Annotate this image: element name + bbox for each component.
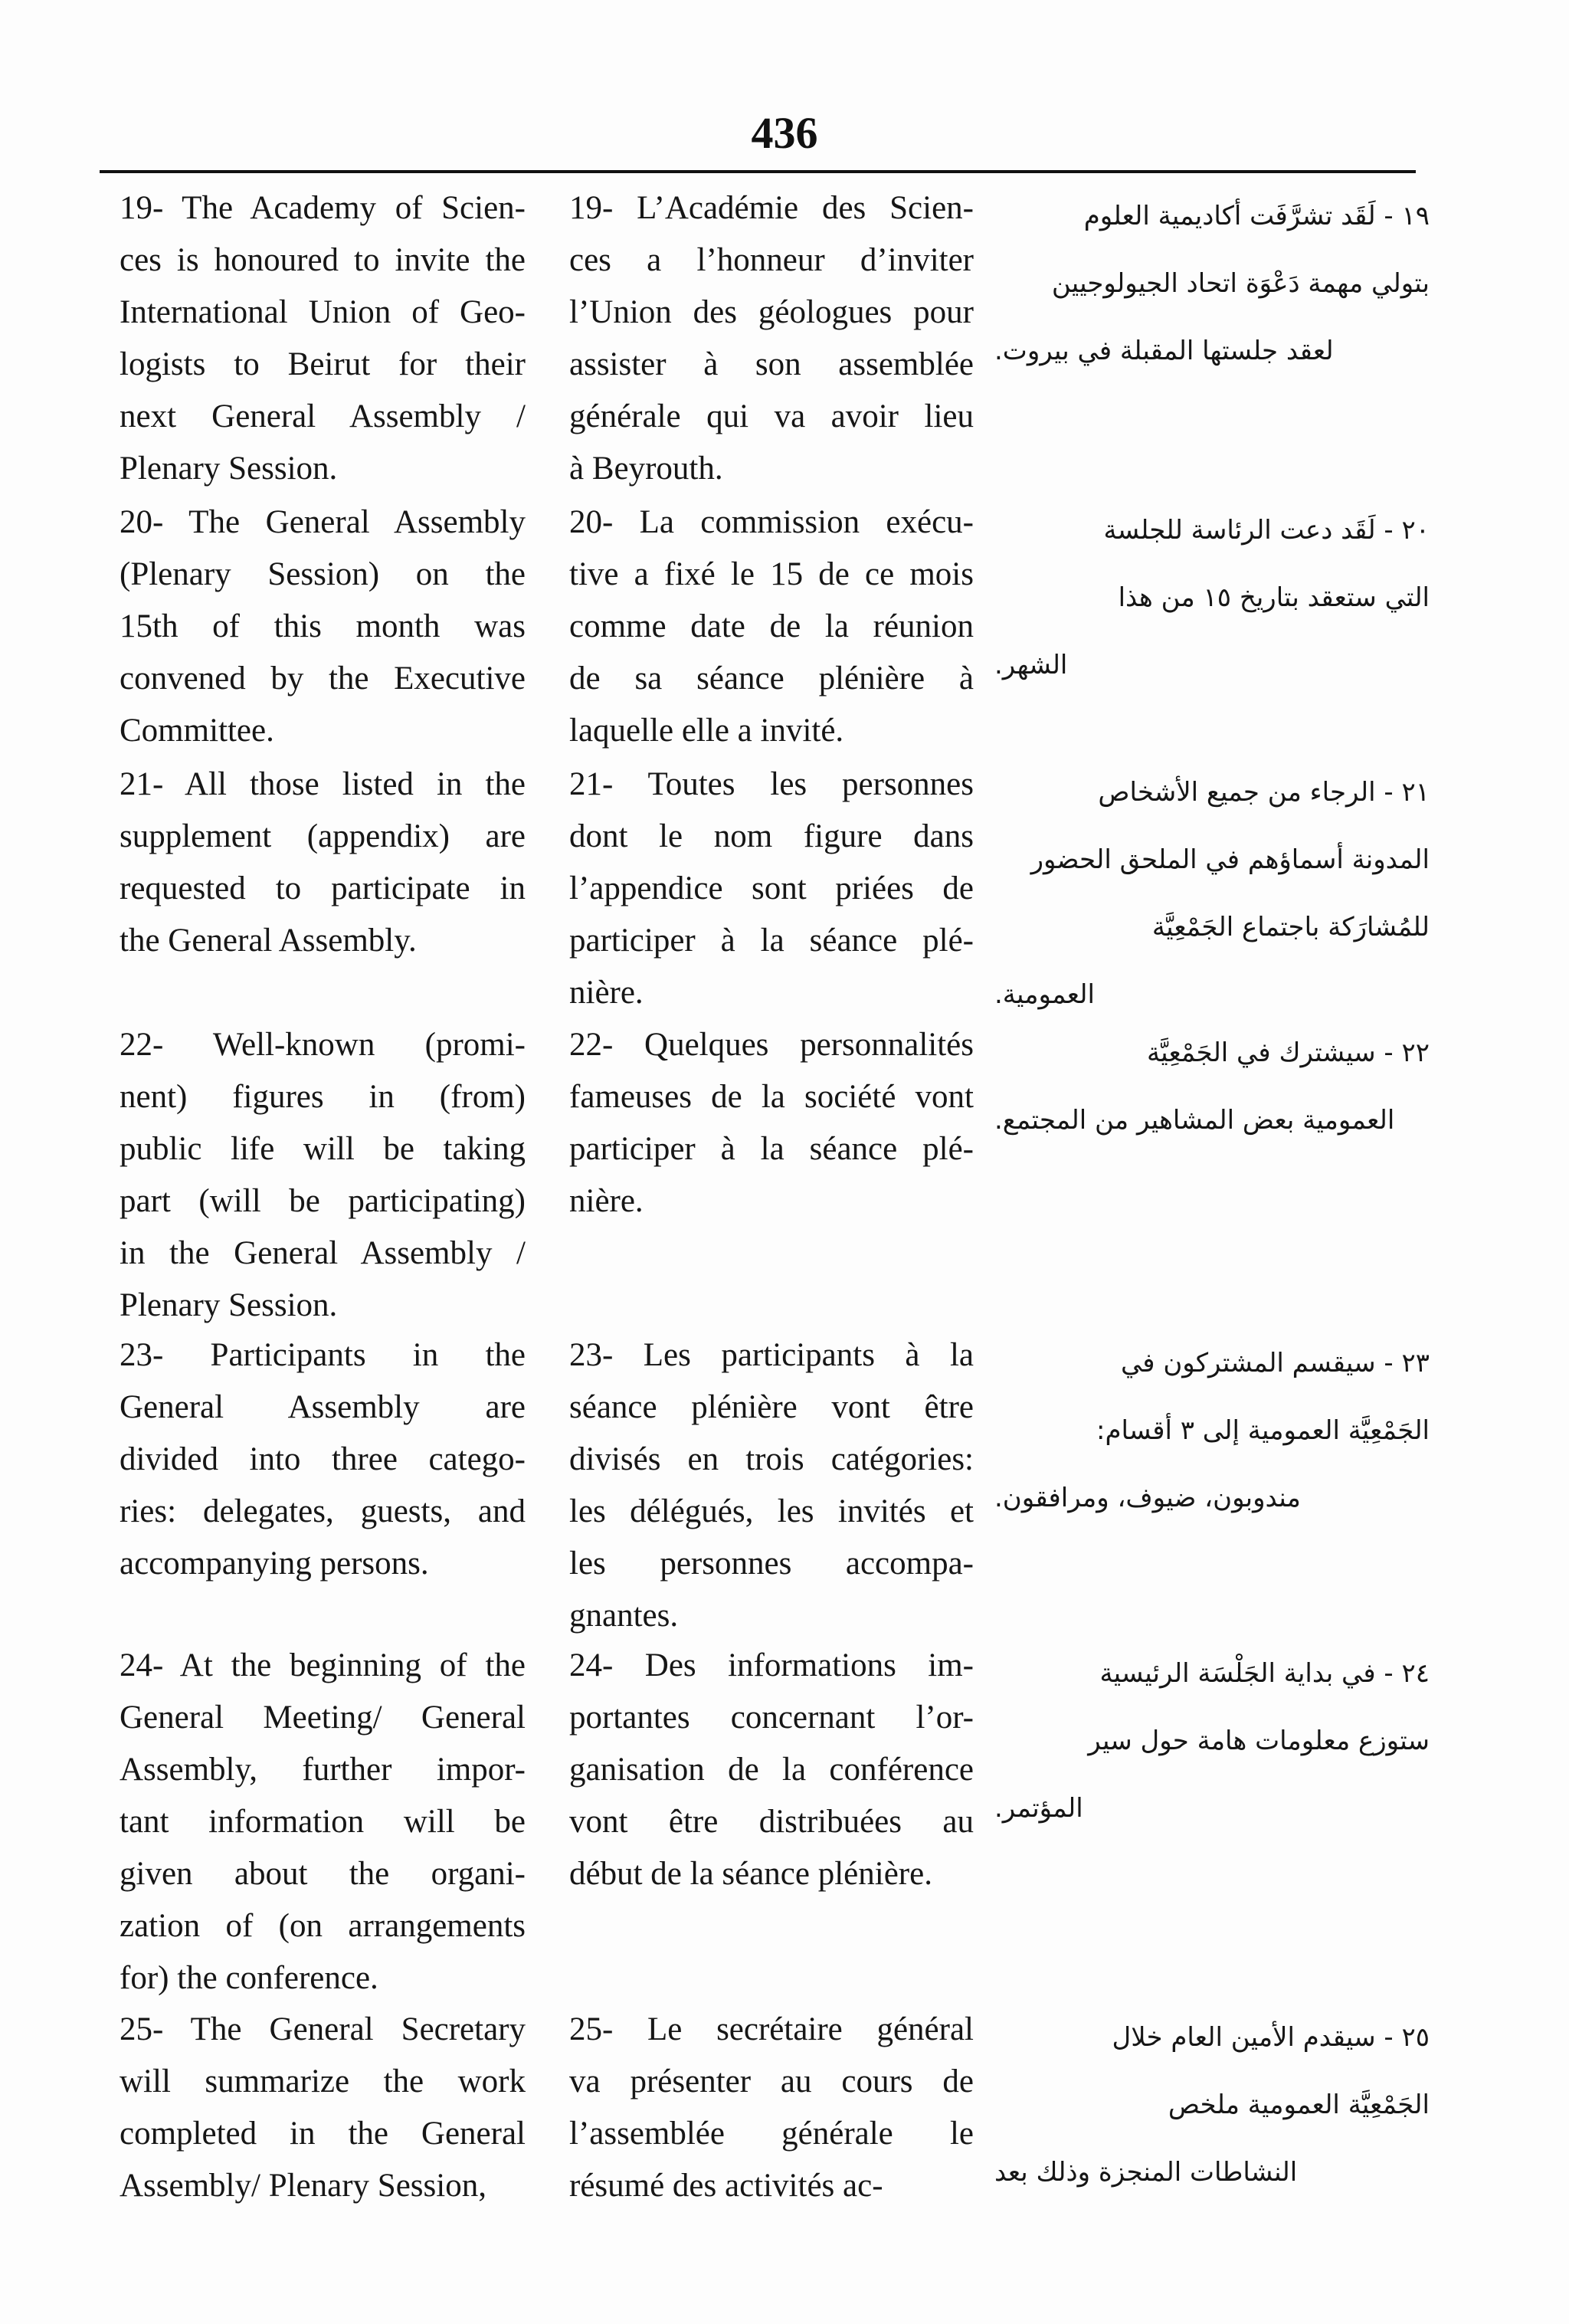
- english-text-line: part (will be participating): [120, 1183, 526, 1219]
- french-text-line: séance plénière vont être: [569, 1389, 974, 1425]
- english-text-line: Committee.: [120, 713, 274, 749]
- english-text-line: zation of (on arrangements: [120, 1908, 526, 1944]
- french-text: [569, 2004, 974, 2212]
- arabic-text-line: ٢٢ - سيشترك في الجَمْعِيَّة: [1146, 1037, 1430, 1068]
- french-text-line: résumé des activités ac-: [569, 2168, 883, 2204]
- english-text-line: for) the conference.: [120, 1960, 378, 1996]
- page-number: 436: [751, 108, 818, 158]
- english-text-line: Plenary Session.: [120, 451, 338, 487]
- french-text-line: nière.: [569, 1183, 644, 1219]
- english-text-line: completed in the General: [120, 2116, 526, 2152]
- english-text: [120, 1640, 526, 2004]
- french-text-line: début de la séance plénière.: [569, 1856, 932, 1892]
- french-text-line: fameuses de la société vont: [569, 1079, 974, 1115]
- english-text-line: General Assembly are: [120, 1389, 526, 1425]
- arabic-text-line: ٢٣ - سيقسم المشتركون في: [1120, 1348, 1430, 1378]
- english-text-line: next General Assembly /: [120, 398, 526, 434]
- french-text-line: gnantes.: [569, 1598, 679, 1634]
- french-text: [569, 1329, 974, 1642]
- french-text-line: 21- Toutes les personnes: [569, 766, 974, 802]
- arabic-text-line: مندوبون، ضيوف، ومرافقون.: [994, 1483, 1301, 1513]
- french-text: [569, 759, 974, 1019]
- arabic-text-line: العمومية بعض المشاهير من المجتمع.: [994, 1105, 1395, 1136]
- arabic-text-line: المدونة أسماؤهم في الملحق الحضور: [1030, 844, 1430, 875]
- french-text-line: participer à la séance plé-: [569, 1131, 974, 1167]
- arabic-text: [994, 1640, 1430, 1842]
- french-text-line: comme date de la réunion: [569, 608, 974, 644]
- arabic-text-line: للمُشارَكة باجتماع الجَمْعِيَّة: [1151, 912, 1430, 942]
- english-text-line: (Plenary Session) on the: [120, 556, 526, 592]
- arabic-text-line: ٢٥ - سيقدم الأمين العام خلال: [1112, 2022, 1430, 2053]
- english-text-line: 21- All those listed in the: [120, 766, 526, 802]
- french-text-line: nière.: [569, 975, 644, 1011]
- english-text-line: 15th of this month was: [120, 608, 526, 644]
- arabic-text-line: بتولي مهمة دَعْوَة اتحاد الجيولوجيين: [1051, 268, 1430, 299]
- french-text-line: laquelle elle a invité.: [569, 713, 844, 749]
- arabic-text-line: ستوزع معلومات هامة حول سير: [1088, 1726, 1430, 1756]
- english-text-line: nent) figures in (from): [120, 1079, 526, 1115]
- english-text-line: tant information will be: [120, 1804, 526, 1840]
- arabic-text-line: ٢٠ - لَقَد دعت الرئاسة للجلسة: [1103, 515, 1430, 546]
- english-text-line: ces is honoured to invite the: [120, 242, 526, 278]
- french-text-line: participer à la séance plé-: [569, 923, 974, 959]
- english-text-line: divided into three catego-: [120, 1441, 526, 1477]
- arabic-text-line: العمومية.: [994, 979, 1095, 1010]
- french-text: [569, 497, 974, 757]
- english-text-line: International Union of Geo-: [120, 294, 526, 330]
- french-text-line: l’Union des géologues pour: [569, 294, 974, 330]
- french-text-line: 22- Quelques personnalités: [569, 1027, 974, 1063]
- english-text-line: requested to participate in: [120, 870, 526, 906]
- french-text-line: 19- L’Académie des Scien-: [569, 190, 974, 226]
- french-text-line: divisés en trois catégories:: [569, 1441, 974, 1477]
- english-text-line: public life will be taking: [120, 1131, 526, 1167]
- english-text-line: General Meeting/ General: [120, 1700, 526, 1736]
- english-text-line: accompanying persons.: [120, 1546, 429, 1582]
- french-text-line: ces a l’honneur d’inviter: [569, 242, 974, 278]
- arabic-text: [994, 1019, 1430, 1154]
- english-text-line: logists to Beirut for their: [120, 346, 526, 382]
- arabic-text-line: الجَمْعِيَّة العمومية ملخص: [1168, 2090, 1430, 2120]
- arabic-text: [994, 182, 1430, 385]
- english-text: [120, 182, 526, 495]
- arabic-text-line: ١٩ - لَقَد تشرَّفَت أكاديمية العلوم: [1083, 201, 1430, 231]
- english-text-line: ries: delegates, guests, and: [120, 1493, 526, 1529]
- french-text-line: l’appendice sont priées de: [569, 870, 974, 906]
- english-text-line: 19- The Academy of Scien-: [120, 190, 526, 226]
- arabic-text-line: ٢١ - الرجاء من جميع الأشخاص: [1098, 777, 1430, 808]
- english-text-line: 20- The General Assembly: [120, 504, 526, 540]
- french-text-line: va présenter au cours de: [569, 2063, 974, 2099]
- french-text-line: 23- Les participants à la: [569, 1337, 974, 1373]
- french-text-line: de sa séance plénière à: [569, 660, 974, 697]
- arabic-text-line: الشهر.: [994, 650, 1068, 680]
- english-text-line: 23- Participants in the: [120, 1337, 526, 1373]
- english-text: [120, 1019, 526, 1332]
- english-text-line: given about the organi-: [120, 1856, 526, 1892]
- english-text-line: Assembly, further impor-: [120, 1752, 526, 1788]
- english-text-line: supplement (appendix) are: [120, 818, 526, 854]
- french-text-line: vont être distribuées au: [569, 1804, 974, 1840]
- french-text-line: générale qui va avoir lieu: [569, 398, 974, 434]
- english-text: [120, 759, 526, 967]
- english-text: [120, 497, 526, 757]
- french-text-line: les délégués, les invités et: [569, 1493, 974, 1529]
- french-text: [569, 1640, 974, 1900]
- arabic-text: [994, 2004, 1430, 2206]
- arabic-text-line: الجَمْعِيَّة العمومية إلى ٣ أقسام:: [1096, 1415, 1430, 1446]
- english-text-line: 22- Well-known (promi-: [120, 1027, 526, 1063]
- arabic-text-line: النشاطات المنجزة وذلك بعد: [994, 2157, 1298, 2188]
- french-text-line: ganisation de la conférence: [569, 1752, 974, 1788]
- french-text-line: portantes concernant l’or-: [569, 1700, 974, 1736]
- english-text: [120, 1329, 526, 1590]
- english-text-line: the General Assembly.: [120, 923, 417, 959]
- english-text-line: Plenary Session.: [120, 1287, 338, 1323]
- arabic-text-line: ٢٤ - في بداية الجَلْسَة الرئيسية: [1099, 1658, 1430, 1689]
- french-text-line: à Beyrouth.: [569, 451, 723, 487]
- arabic-text: [994, 497, 1430, 699]
- french-text-line: dont le nom figure dans: [569, 818, 974, 854]
- arabic-text: [994, 1329, 1430, 1532]
- french-text: [569, 182, 974, 495]
- english-text-line: will summarize the work: [120, 2063, 526, 2099]
- french-text-line: l’assemblée générale le: [569, 2116, 974, 2152]
- french-text: [569, 1019, 974, 1228]
- english-text-line: 25- The General Secretary: [120, 2011, 526, 2047]
- french-text-line: 24- Des informations im-: [569, 1647, 974, 1683]
- french-text-line: assister à son assemblée: [569, 346, 974, 382]
- english-text-line: Assembly/ Plenary Session,: [120, 2168, 486, 2204]
- arabic-text: [994, 759, 1430, 1028]
- arabic-text-line: التي ستعقد بتاريخ ١٥ من هذا: [1118, 582, 1430, 613]
- french-text-line: 25- Le secrétaire général: [569, 2011, 974, 2047]
- header-rule: [100, 170, 1416, 173]
- arabic-text-line: لعقد جلستها المقبلة في بيروت.: [994, 336, 1334, 366]
- english-text-line: in the General Assembly /: [120, 1235, 526, 1271]
- english-text-line: convened by the Executive: [120, 660, 526, 697]
- english-text-line: 24- At the beginning of the: [120, 1647, 526, 1683]
- french-text-line: les personnes accompa-: [569, 1546, 974, 1582]
- english-text: [120, 2004, 526, 2212]
- french-text-line: 20- La commission exécu-: [569, 504, 974, 540]
- arabic-text-line: المؤتمر.: [994, 1793, 1083, 1824]
- french-text-line: tive a fixé le 15 de ce mois: [569, 556, 974, 592]
